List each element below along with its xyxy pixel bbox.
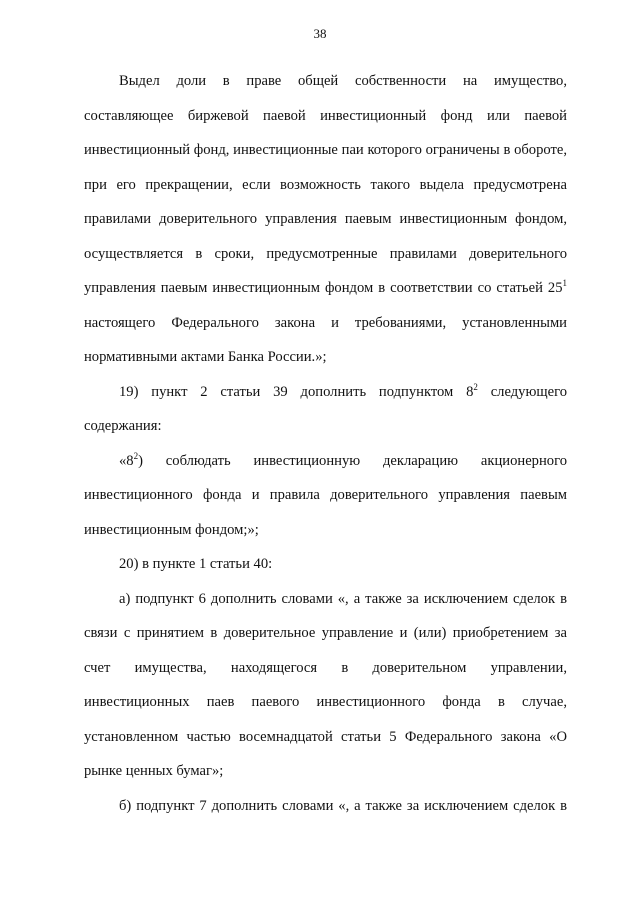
paragraph-text: настоящего Федерального закона и требованиями, установленными нормативными актами Банка России.»; [84, 314, 567, 365]
paragraph-subitem-8-2 [84, 444, 567, 548]
paragraph-item-19 [84, 375, 567, 444]
paragraph-subitem-a: а) подпункт 6 дополнить словами «, а также за исключением сделок в связи с принятием в доверительное управление и (или) приобретением за счет имущества, находящегося в доверительном управлении, инвестиционных паев паевого инвестиционного фонда в случае, установленном частью восемнадцатой статьи 5 Федерального закона «О рынке ценных бумаг»; [84, 590, 567, 779]
paragraph-text: Выдел доли в праве общей собственности на имущество, составляющее биржевой паевой инвестиционный фонд или паевой инвестиционный фонд, инвестиционные паи которого ограничены в обороте, при его прекращении, если возможность такого выдела предусмотрена правилами доверительного управления паевым инвестиционным фондом, осуществляется в сроки, предусмотренные правилами доверительного управления паевым инвестиционным фондом в соответствии со статьей 25 [84, 73, 567, 296]
paragraph-share-allocation [84, 64, 567, 375]
superscript: 1 [562, 278, 567, 288]
paragraph-text: следующего содержания: [84, 383, 567, 434]
paragraph-text: «8 [119, 452, 134, 469]
page-number: 38 [313, 26, 327, 41]
superscript: 2 [133, 450, 139, 461]
document-body [84, 64, 567, 823]
superscript: 2 [473, 381, 478, 392]
paragraph-subitem-b: б) подпункт 7 дополнить словами «, а также за исключением сделок в [119, 797, 567, 814]
paragraph-text: ) соблюдать инвестиционную декларацию акционерного инвестиционного фонда и правила доверительного управления паевым инвестиционным фондом;»; [84, 452, 567, 538]
paragraph-item-20: 20) в пункте 1 статьи 40: [119, 556, 273, 572]
paragraph-text: 19) пункт 2 статьи 39 дополнить подпунктом 8 [119, 383, 474, 400]
